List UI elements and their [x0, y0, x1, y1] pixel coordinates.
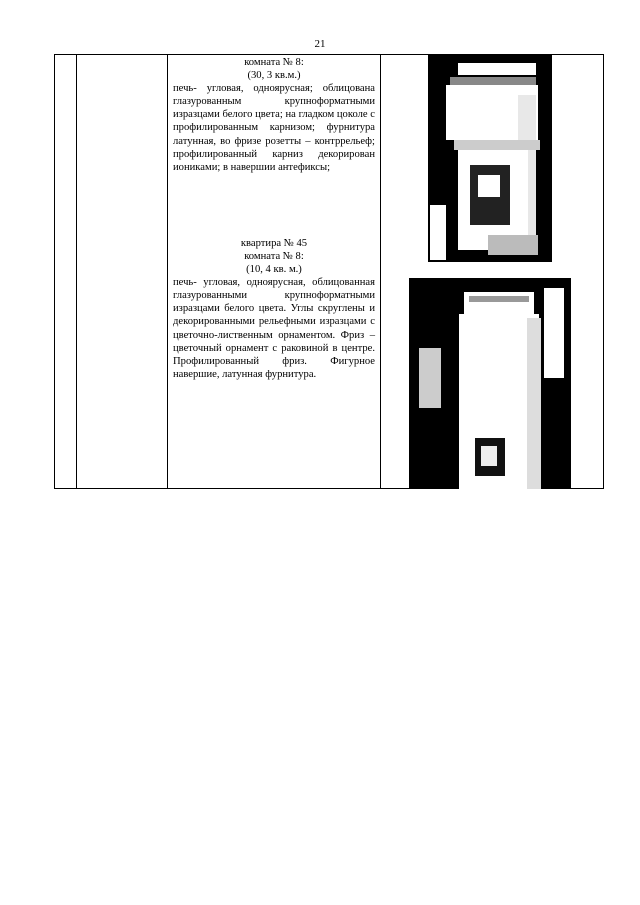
number-cell	[55, 55, 77, 489]
stove-photo-icon	[409, 278, 571, 489]
page-number: 21	[314, 38, 326, 50]
entry-heading	[173, 56, 375, 82]
heading-line: (10, 4 кв. м.)	[246, 264, 302, 276]
heading-line: квартира № 45	[240, 237, 308, 249]
description-cell	[168, 55, 381, 489]
stove-entry-2	[173, 237, 375, 381]
entry-heading	[173, 237, 375, 276]
photo-cell	[381, 55, 604, 489]
heading-line: комната № 8:	[244, 250, 304, 262]
heading-line: комната № 8:	[244, 57, 304, 68]
object-cell	[77, 55, 168, 489]
entry-description: печь- угловая, одноярусная, облицованная глазурованными крупноформатными изразцами белого цвета. Углы скруглены и декорированными рельефными изразцами с цветочно-лиственным орнаментом. Фриз – цветочный орнамент с раковиной в центре. Профилированный фриз. Фигурное навершие, латунная фурнитура.	[173, 277, 375, 380]
tiled-stove-photo-2	[409, 278, 571, 489]
stove-description-table	[54, 54, 604, 489]
table-row	[55, 55, 604, 489]
entry-description: печь- угловая, одноярусная; облицована глазурованным крупноформатными изразцами белого цвета; на гладком цоколе с профилированным карнизом; фурнитура латунная, во фризе розетты – контррельеф; профилированный карниз декорирован иониками; в навершии антефиксы;	[173, 83, 375, 173]
heading-line: (30, 3 кв.м.)	[247, 70, 301, 82]
tiled-stove-photo-1	[428, 55, 552, 262]
stove-entry-1	[173, 55, 375, 174]
stove-photo-icon	[428, 55, 552, 262]
